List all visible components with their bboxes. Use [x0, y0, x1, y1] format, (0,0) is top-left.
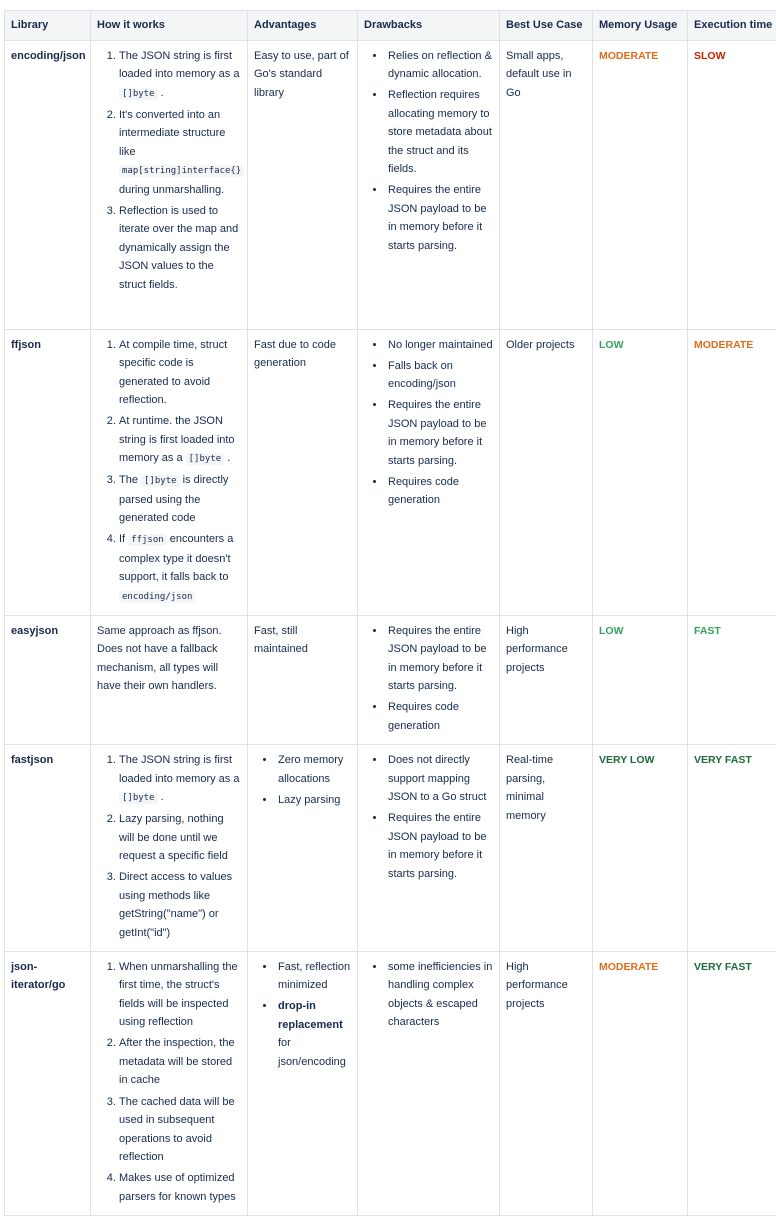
- list-item: 3. The []byte is directly parsed using the generated code: [119, 471, 241, 528]
- list-item: • drop-in replacement for json/encoding: [276, 997, 351, 1071]
- list-item: • No longer maintained: [386, 336, 493, 355]
- use-case-cell: High performance projects: [500, 615, 593, 744]
- header-library: Library: [5, 11, 91, 41]
- drawbacks-cell: [358, 951, 500, 1215]
- how-it-works-cell: [91, 745, 248, 952]
- list-item: 1. At compile time, struct specific code is generated to avoid reflection.: [119, 336, 241, 410]
- table-row: [5, 951, 776, 1215]
- list-item: 3. The cached data will be used in subsequent operations to avoid reflection: [119, 1093, 241, 1167]
- list-item: 3. Direct access to values using methods like getString("name") or getInt("id"): [119, 868, 241, 942]
- library-name: ffjson: [5, 329, 91, 615]
- library-name: encoding/json: [5, 40, 91, 329]
- drawbacks-cell: [358, 745, 500, 952]
- memory-usage-badge: LOW: [593, 615, 688, 744]
- list-item: 4. If ffjson encounters a complex type it doesn't support, it falls back to encoding/json: [119, 530, 241, 606]
- table-row: [5, 40, 776, 329]
- list-item: 2. Lazy parsing, nothing will be done until we request a specific field: [119, 810, 241, 866]
- how-it-works-cell: Same approach as ffjson. Does not have a fallback mechanism, all types will have their own handlers.: [91, 615, 248, 744]
- list-item: • Relies on reflection & dynamic allocation.: [386, 47, 493, 84]
- list-item: • some inefficiencies in handling complex objects & escaped characters: [386, 958, 493, 1032]
- execution-time-badge: VERY FAST: [688, 745, 776, 952]
- list-item: 2. At runtime. the JSON string is first loaded into memory as a []byte .: [119, 412, 241, 469]
- memory-usage-badge: LOW: [593, 329, 688, 615]
- how-it-works-cell: [91, 329, 248, 615]
- list-item: • Zero memory allocations: [276, 751, 351, 788]
- use-case-cell: High performance projects: [500, 951, 593, 1215]
- list-item: • Requires the entire JSON payload to be in memory before it starts parsing.: [386, 396, 493, 470]
- library-name: easyjson: [5, 615, 91, 744]
- list-item: 4. Makes use of optimized parsers for known types: [119, 1169, 241, 1206]
- table-row: [5, 745, 776, 952]
- list-item: 1. When unmarshalling the first time, the struct's fields will be inspected using reflection: [119, 958, 241, 1032]
- header-how-it-works: How it works: [91, 11, 248, 41]
- use-case-cell: Older projects: [500, 329, 593, 615]
- list-item: • Requires the entire JSON payload to be in memory before it starts parsing.: [386, 809, 493, 883]
- json-library-comparison-table: [4, 10, 776, 1216]
- drawbacks-cell: [358, 40, 500, 329]
- list-item: • Lazy parsing: [276, 791, 351, 810]
- header-advantages: Advantages: [248, 11, 358, 41]
- how-it-works-cell: [91, 951, 248, 1215]
- execution-time-badge: VERY FAST: [688, 951, 776, 1215]
- header-best-use-case: Best Use Case: [500, 11, 593, 41]
- execution-time-badge: MODERATE: [688, 329, 776, 615]
- advantages-cell: Fast due to code generation: [248, 329, 358, 615]
- table-row: [5, 329, 776, 615]
- library-name: fastjson: [5, 745, 91, 952]
- use-case-cell: Small apps, default use in Go: [500, 40, 593, 329]
- how-it-works-cell: [91, 40, 248, 329]
- list-item: • Requires the entire JSON payload to be in memory before it starts parsing.: [386, 622, 493, 696]
- drawbacks-cell: [358, 615, 500, 744]
- execution-time-badge: FAST: [688, 615, 776, 744]
- drawbacks-cell: [358, 329, 500, 615]
- header-drawbacks: Drawbacks: [358, 11, 500, 41]
- header-memory-usage: Memory Usage: [593, 11, 688, 41]
- advantages-cell: Easy to use, part of Go's standard library: [248, 40, 358, 329]
- list-item: 2. It's converted into an intermediate structure like map[string]interface{} during unmarshalling.: [119, 106, 241, 200]
- memory-usage-badge: VERY LOW: [593, 745, 688, 952]
- advantages-cell: [248, 745, 358, 952]
- advantages-cell: Fast, still maintained: [248, 615, 358, 744]
- memory-usage-badge: MODERATE: [593, 951, 688, 1215]
- list-item: 2. After the inspection, the metadata will be stored in cache: [119, 1034, 241, 1090]
- library-name: json-iterator/go: [5, 951, 91, 1215]
- list-item: • Requires code generation: [386, 473, 493, 510]
- list-item: • Fast, reflection minimized: [276, 958, 351, 995]
- list-item: 3. Reflection is used to iterate over the map and dynamically assign the JSON values to the struct fields.: [119, 202, 241, 295]
- list-item: 1. The JSON string is first loaded into memory as a []byte .: [119, 751, 241, 808]
- list-item: • Does not directly support mapping JSON to a Go struct: [386, 751, 493, 807]
- memory-usage-badge: MODERATE: [593, 40, 688, 329]
- comparison-table-container: [4, 10, 776, 1216]
- header-execution-time: Execution time: [688, 11, 776, 41]
- list-item: • Requires the entire JSON payload to be in memory before it starts parsing.: [386, 181, 493, 255]
- list-item: • Requires code generation: [386, 698, 493, 735]
- table-row: [5, 615, 776, 744]
- list-item: • Reflection requires allocating memory to store metadata about the struct and its fields.: [386, 86, 493, 179]
- advantages-cell: [248, 951, 358, 1215]
- use-case-cell: Real-time parsing, minimal memory: [500, 745, 593, 952]
- execution-time-badge: SLOW: [688, 40, 776, 329]
- list-item: 1. The JSON string is first loaded into memory as a []byte .: [119, 47, 241, 104]
- list-item: • Falls back on encoding/json: [386, 357, 493, 394]
- header-row: [5, 11, 776, 41]
